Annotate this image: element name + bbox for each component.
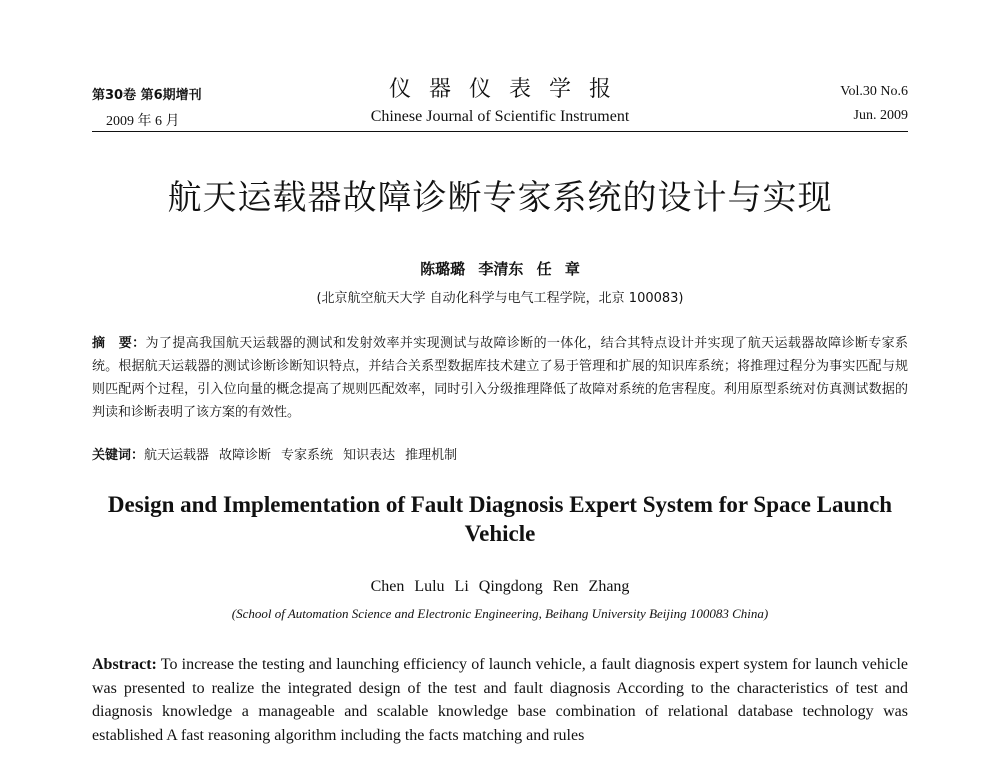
volume-issue-cn: 第30卷 第6期增刊 — [92, 88, 202, 103]
keyword-cn: 故障诊断 — [219, 448, 272, 463]
date-cn: 2009 年 6 月 — [106, 114, 180, 129]
abstract-en-label: Abstract: — [92, 656, 157, 673]
affiliation-en: (School of Automation Science and Electronic Engineering, Beihang University Beijing 100083 China) — [231, 606, 769, 621]
keyword-cn: 推理机制 — [405, 448, 458, 463]
abstract-cn-label: 摘 要： — [92, 336, 146, 351]
volume-issue-en: Vol.30 No.6 — [840, 84, 908, 99]
keyword-cn: 专家系统 — [281, 448, 334, 463]
keywords-cn-label: 关键词： — [92, 448, 145, 463]
keyword-cn: 知识表达 — [343, 448, 396, 463]
header-right — [840, 84, 908, 124]
authors-en: Chen Lulu Li Qingdong Ren Zhang — [370, 578, 630, 595]
running-header — [92, 77, 908, 132]
journal-name — [292, 77, 708, 126]
keywords-cn — [92, 444, 908, 467]
abstract-en-text: To increase the testing and launching efficiency of launch vehicle, a fault diagnosis expert system for launch vehicle was presented to realize the integrated design of the test and fault diagnosis According to the characteristics of test and diagnosis knowledge a manageable and scalable knowledge base combination of relational database technology was established A fast reasoning algorithm including the facts matching and rules — [92, 656, 909, 744]
journal-name-en: Chinese Journal of Scientific Instrument — [370, 108, 630, 125]
keyword-cn: 航天运载器 — [144, 448, 210, 463]
journal-name-cn: 仪器仪表学报 — [388, 77, 629, 102]
abstract-cn — [92, 332, 908, 424]
header-rule — [92, 131, 908, 132]
paper-title-cn: 航天运载器故障诊断专家系统的设计与实现 — [167, 178, 833, 218]
abstract-en — [92, 653, 908, 747]
header-left — [92, 84, 202, 129]
authors-cn: 陈璐璐 李清东 任 章 — [420, 260, 580, 278]
affiliation-cn: (北京航空航天大学 自动化科学与电气工程学院，北京 100083) — [316, 291, 684, 306]
paper-title-en: Design and Implementation of Fault Diagnosis Expert System for Space Launch Vehicle — [107, 492, 893, 546]
date-en: Jun. 2009 — [853, 108, 908, 123]
abstract-cn-text: 为了提高我国航天运载器的测试和发射效率并实现测试与故障诊断的一体化，结合其特点设计并实现了航天运载器故障诊断专家系统。根据航天运载器的测试诊断诊断知识特点，并结合关系型数据库技术建立了易于管理和扩展的知识库系统；将推理过程分为事实匹配与规则匹配两个过程，引入位向量的概念提高了规则匹配效率，同时引入分级推理降低了故障对系统的危害程度。利用原型系统对仿真测试数据的判读和诊断表明了该方案的有效性。 — [92, 336, 908, 420]
